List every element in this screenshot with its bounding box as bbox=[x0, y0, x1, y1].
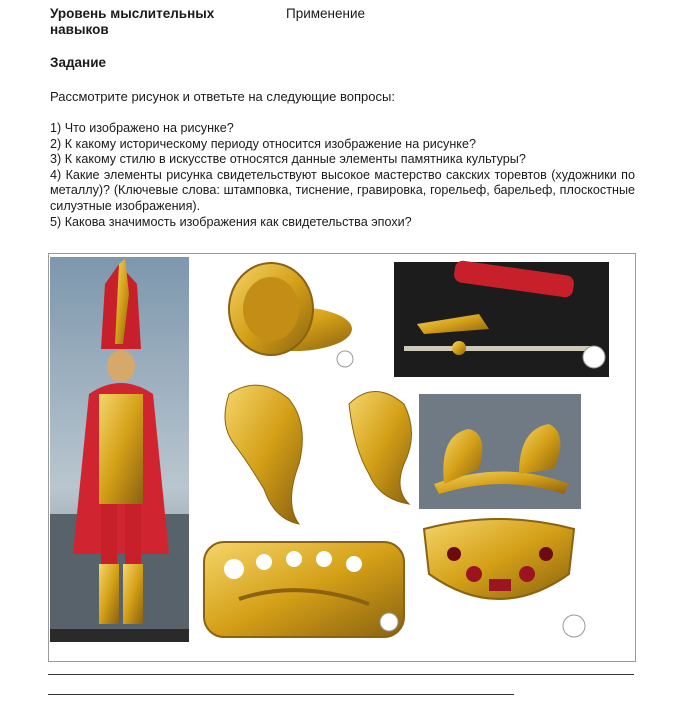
question-5: 5) Какова значимость изображения как свидетельства эпохи? bbox=[50, 214, 412, 229]
artifacts-collage bbox=[49, 254, 635, 661]
thinking-level-label: Уровень мыслительных навыков bbox=[50, 6, 215, 37]
leopard-plaques bbox=[225, 385, 412, 524]
task-title: Задание bbox=[50, 55, 107, 70]
question-3: 3) К какому стилю в искусстве относятся данные элементы памятника культуры? bbox=[50, 152, 526, 167]
question-list bbox=[50, 121, 635, 230]
task-intro: Рассмотрите рисунок и ответьте на следующие вопросы: bbox=[50, 89, 395, 104]
thinking-level-value: Применение bbox=[286, 6, 366, 21]
question-2: 2) К какому историческому периоду относится изображение на рисунке? bbox=[50, 136, 476, 151]
answer-line-1[interactable] bbox=[48, 674, 634, 675]
answer-line-2[interactable] bbox=[48, 694, 514, 695]
openwork-plaque bbox=[204, 542, 404, 637]
question-1: 1) Что изображено на рисунке? bbox=[50, 121, 234, 135]
artifacts-figure bbox=[48, 253, 636, 662]
golden-man-photo bbox=[50, 257, 189, 642]
pectoral-image bbox=[424, 519, 585, 637]
dagger-photo bbox=[394, 260, 609, 377]
gold-ring-image bbox=[229, 263, 353, 367]
question-4: 4) Какие элементы рисунка свидетельствуют высокое мастерство сакских торевтов (художники по металлу)? (Ключевые слова: штамповка, тиснение, гравировка, горельеф, барельеф, плоскостные силуэтные изображения). bbox=[50, 167, 635, 213]
winged-horses-photo bbox=[419, 394, 581, 509]
